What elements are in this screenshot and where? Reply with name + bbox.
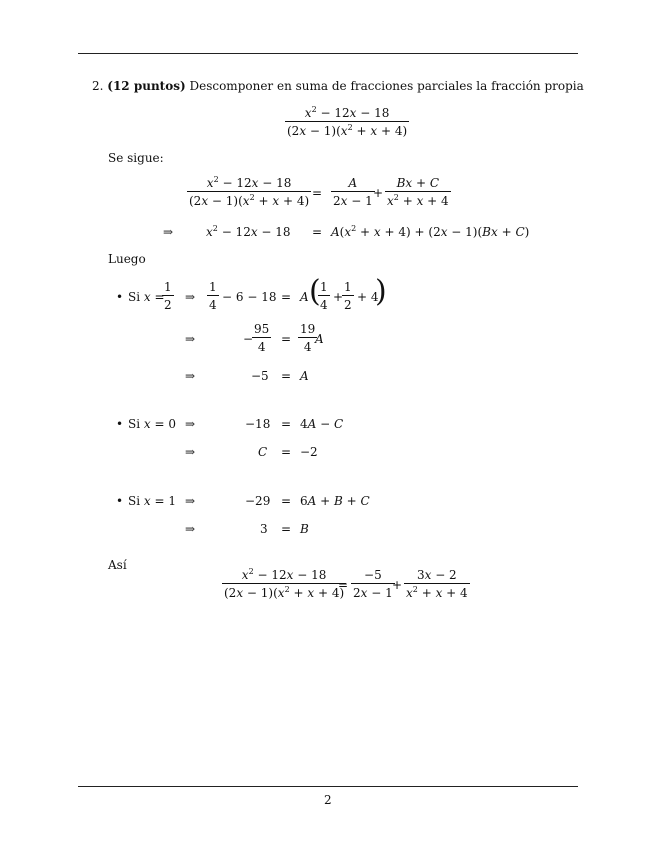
implies-arrow: ⇒	[185, 445, 196, 459]
equals-sign: =	[281, 522, 292, 536]
implies-arrow: ⇒	[185, 369, 196, 383]
se-sigue-text: Se sigue:	[108, 151, 164, 165]
result-A-fraction: $\frac{-5}{2x - 1}$	[353, 568, 393, 600]
header-rule	[78, 53, 578, 54]
case-label-one: Si x = 1	[128, 494, 176, 508]
equals-sign: =	[281, 445, 292, 459]
luego-text: Luego	[108, 252, 146, 266]
bullet: •	[116, 290, 124, 304]
case3-rhs1: 6A + B + C	[300, 494, 370, 508]
case-label-zero: Si x = 0	[128, 417, 176, 431]
right-paren: )	[375, 274, 387, 309]
equals-sign: =	[312, 186, 323, 200]
A-numerator: A	[348, 176, 358, 190]
decomp-lhs-fraction: $\frac{x^2 - 12x - 18}{(2x - 1)(x^2 + x + 4)}$	[189, 175, 310, 208]
quarter-fraction: $\frac{1}{4}$	[320, 280, 328, 312]
case1-lhs3: −5	[251, 369, 269, 383]
problem-text: Descomponer en suma de fracciones parciales la fracción propia	[189, 79, 584, 93]
equals-sign: =	[281, 332, 292, 346]
implies-arrow: ⇒	[185, 290, 196, 304]
plus-sign: +	[333, 290, 344, 304]
case1-rhs3: A	[300, 369, 309, 383]
result-lhs-fraction: $\frac{x^2 - 12x - 18}{(2x - 1)(x^2 + x + 4)}$	[224, 567, 345, 600]
implies-arrow: ⇒	[185, 417, 196, 431]
problem-statement	[92, 80, 584, 92]
case3-lhs2: 3	[260, 522, 268, 536]
footer-rule	[78, 786, 578, 787]
equals-sign: =	[312, 225, 323, 239]
equals-sign: =	[281, 417, 292, 431]
case1-lhs-rest: − 6 − 18	[222, 290, 277, 304]
case3-rhs2: B	[300, 522, 309, 536]
implies-arrow: ⇒	[185, 332, 196, 346]
case1-A-coef: A	[315, 332, 324, 346]
plus-sign: +	[373, 186, 384, 200]
asi-text: Así	[108, 558, 127, 572]
case2-rhs2: −2	[300, 445, 318, 459]
B-fraction: $\frac{Bx + C}{x^2 + x + 4}$	[387, 176, 449, 208]
implies-arrow: ⇒	[163, 225, 174, 239]
case1-plus-four: + 4	[357, 290, 379, 304]
problem-points: (12 puntos)	[107, 79, 186, 93]
equals-sign: =	[281, 369, 292, 383]
bullet: •	[116, 417, 124, 431]
19-4-fraction: $\frac{19}{4}$	[300, 322, 316, 354]
equals-sign: =	[281, 494, 292, 508]
half-fraction: $\frac{1}{2}$	[344, 280, 352, 312]
bullet: •	[116, 494, 124, 508]
problem-number: 2.	[92, 79, 104, 93]
main-fraction: $\frac{x^2 - 12x - 18}{(2x - 1)(x^2 + x + 4)}$	[287, 105, 408, 138]
cleared-rhs: $A(x^2 + x + 4) + (2x - 1)(Bx + C)$	[331, 224, 530, 239]
left-paren: (	[309, 274, 321, 309]
implies-arrow: ⇒	[185, 522, 196, 536]
case2-rhs1: 4A − C	[300, 417, 344, 431]
half-fraction: $\frac{1}{2}$	[164, 280, 172, 312]
implies-arrow: ⇒	[185, 494, 196, 508]
case2-lhs1: −18	[245, 417, 271, 431]
case3-lhs1: −29	[245, 494, 271, 508]
plus-sign: +	[392, 578, 403, 592]
neg-95-4-fraction: $\frac{95}{4}$	[254, 322, 270, 354]
cleared-lhs: $x^2 - 12x - 18$	[206, 224, 291, 239]
equals-sign: =	[338, 578, 349, 592]
equals-sign: =	[281, 290, 292, 304]
case-label-half: Si x =	[128, 290, 165, 304]
case1-A: A	[300, 290, 309, 304]
A-fraction: $\frac{A}{2x - 1}$	[333, 176, 373, 208]
quarter-fraction: $\frac{1}{4}$	[209, 280, 217, 312]
minus-sign: −	[243, 332, 254, 346]
case2-lhs2: C	[258, 445, 268, 459]
result-B-fraction: $\frac{3x - 2}{x^2 + x + 4}$	[406, 568, 468, 600]
result-A-numerator: −5	[364, 568, 382, 582]
page-number: 2	[324, 793, 332, 807]
